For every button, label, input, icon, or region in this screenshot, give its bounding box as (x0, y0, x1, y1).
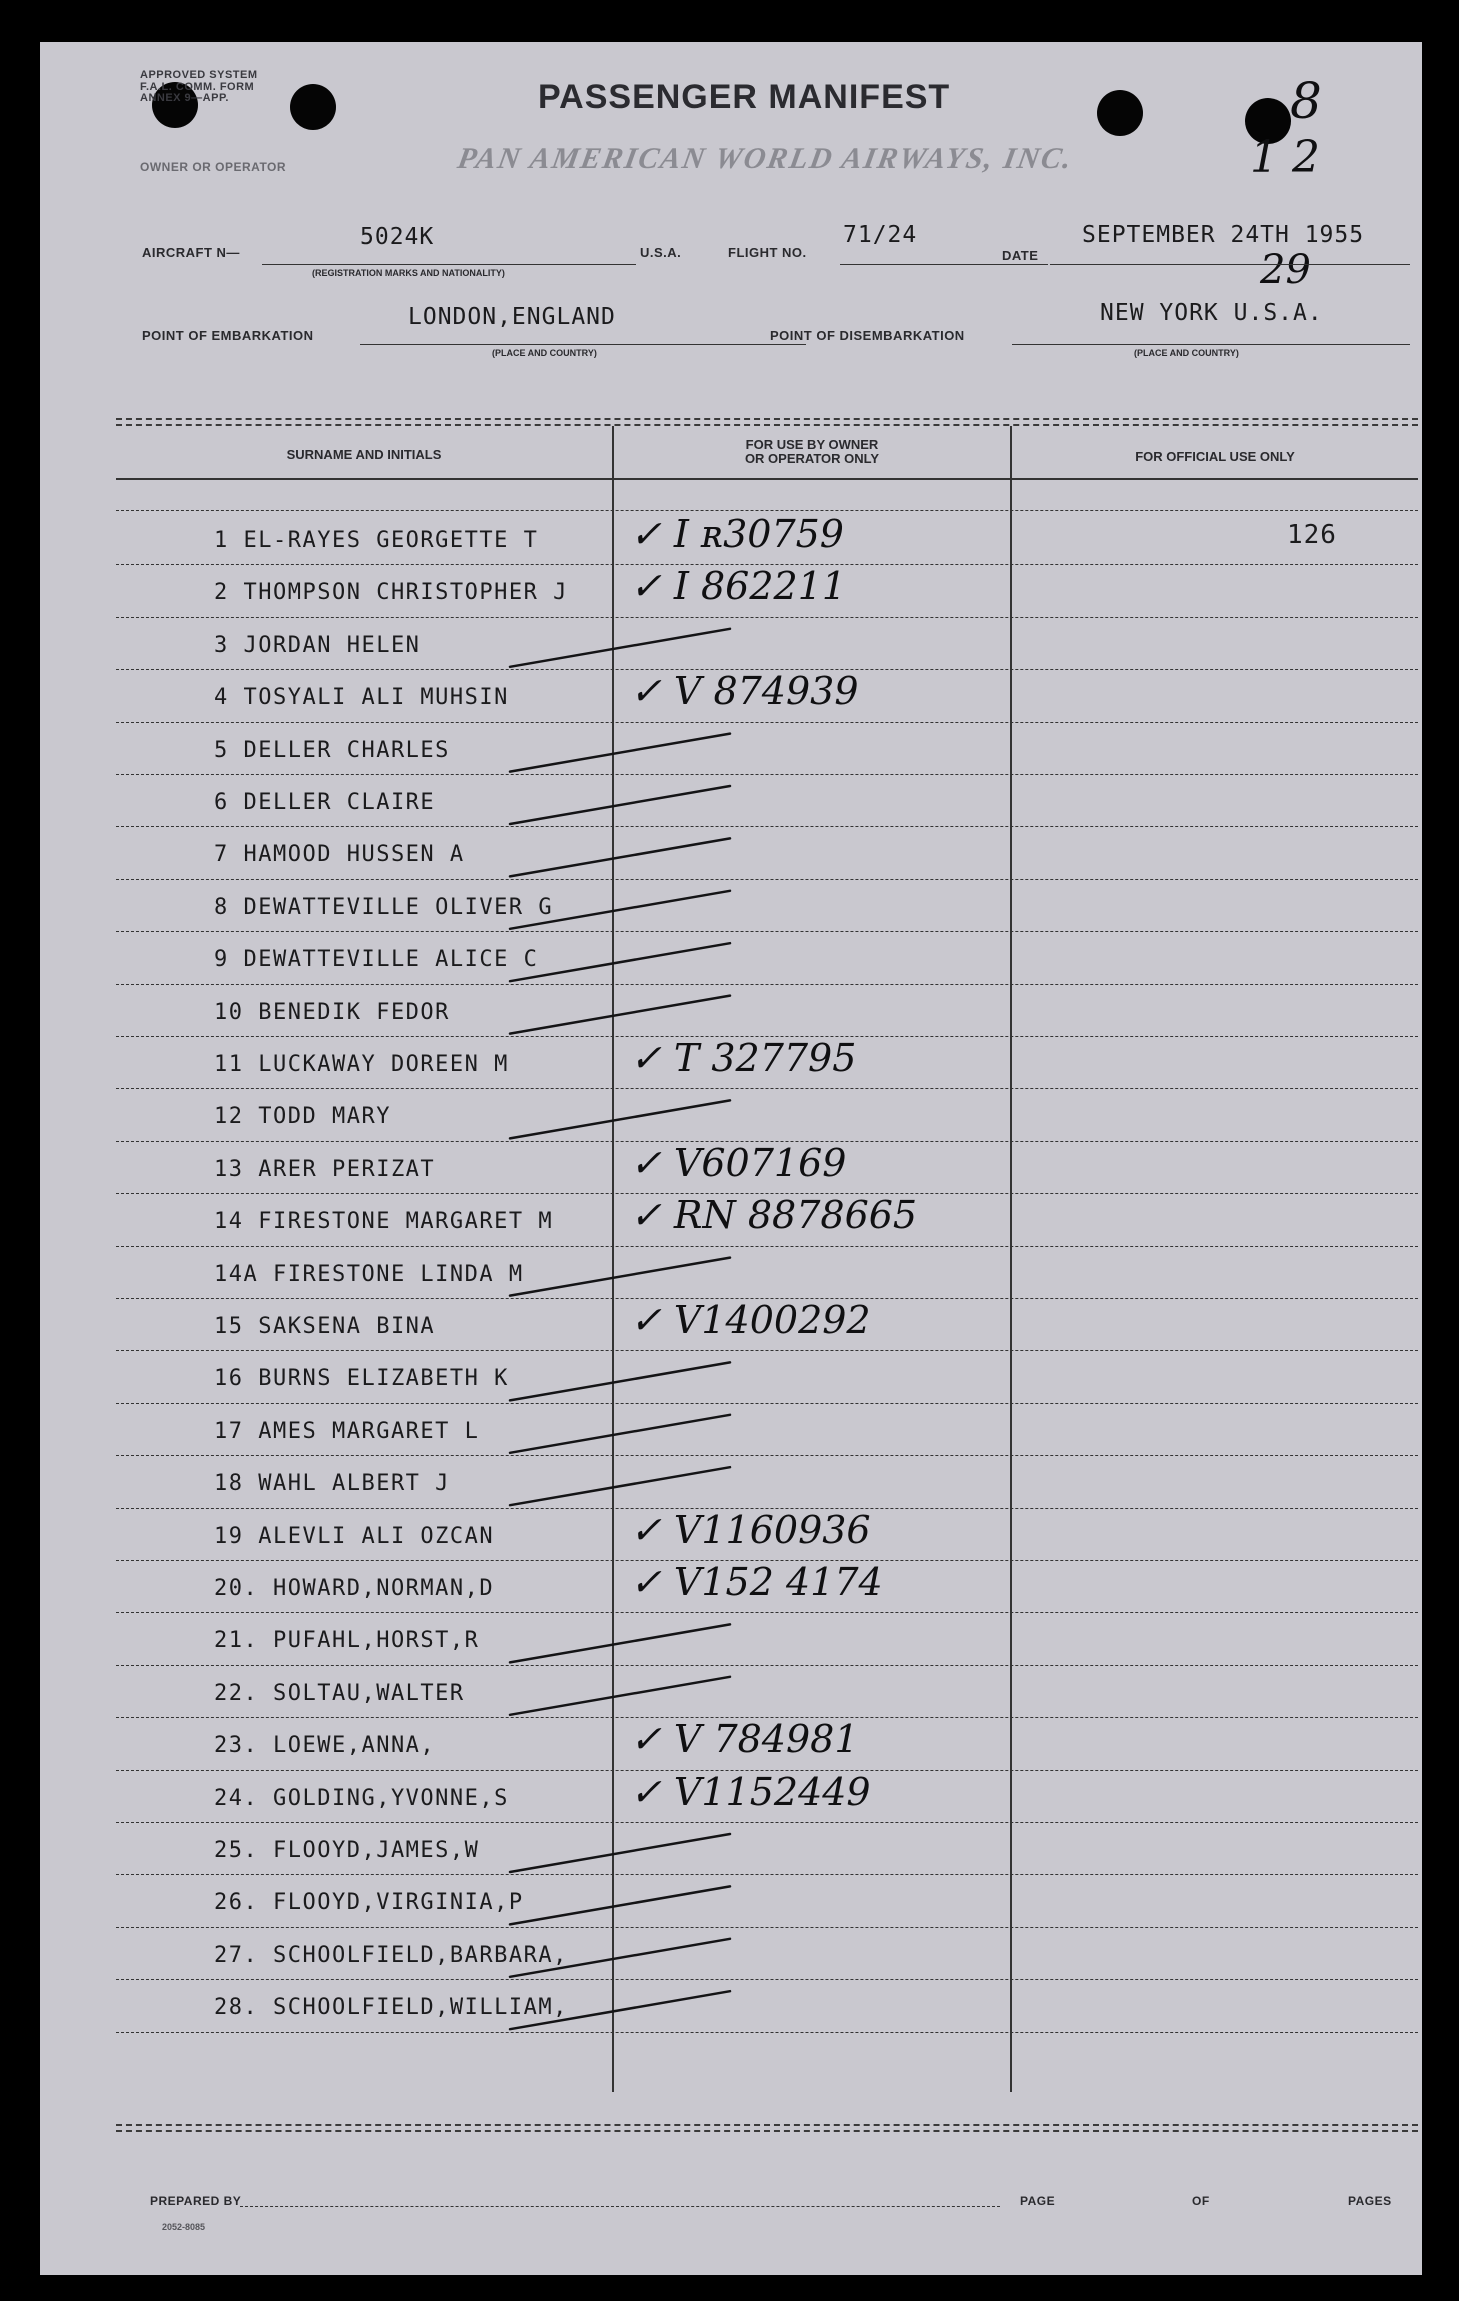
passenger-name: 24. GOLDING,YVONNE,S (214, 1785, 509, 1811)
of-label: OF (1192, 2194, 1210, 2208)
operator-visa-note: ✓ I 862211 (630, 564, 847, 609)
passenger-name: 3 JORDAN HELEN (214, 632, 421, 658)
page-label: PAGE (1020, 2194, 1056, 2208)
strike-mark (510, 1886, 730, 1924)
strike-mark (510, 1834, 730, 1872)
col-header-surname: SURNAME AND INITIALS (286, 447, 442, 462)
passenger-name: 26. FLOOYD,VIRGINIA,P (214, 1890, 524, 1916)
passenger-name: 20. HOWARD,NORMAN,D (214, 1576, 495, 1601)
handwritten-strikes (40, 42, 1422, 2275)
operator-visa-note: ✓ V1160936 (630, 1507, 871, 1552)
embarkation-label: POINT OF EMBARKATION (142, 328, 314, 343)
strike-mark (510, 786, 730, 824)
owner-label: OWNER OR OPERATOR (140, 160, 287, 174)
passenger-name: 16 BURNS ELIZABETH K (214, 1366, 509, 1392)
passenger-name: 11 LUCKAWAY DOREEN M (214, 1052, 509, 1077)
passenger-name: 14A FIRESTONE LINDA M (214, 1261, 524, 1287)
strike-mark (510, 629, 730, 667)
manifest-sheet (40, 42, 1422, 2275)
operator-visa-note: ✓ V1400292 (630, 1298, 871, 1342)
strike-mark (510, 1258, 730, 1296)
embarkation-value: LONDON,ENGLAND (408, 304, 616, 330)
passenger-name: 1 EL-RAYES GEORGETTE T (214, 528, 539, 553)
strike-mark (510, 996, 730, 1034)
official-entry: 126 (1287, 520, 1337, 550)
passenger-name: 18 WAHL ALBERT J (214, 1471, 450, 1497)
passenger-name: 6 DELLER CLAIRE (214, 790, 436, 815)
flight-label: FLIGHT NO. (728, 245, 807, 260)
pages-label: PAGES (1348, 2194, 1392, 2208)
passenger-name: 15 SAKSENA BINA (214, 1314, 436, 1339)
passenger-name: 23. LOEWE,ANNA, (214, 1733, 436, 1759)
usa-label: U.S.A. (640, 245, 682, 260)
strike-mark (510, 838, 730, 876)
passenger-name: 9 DEWATTEVILLE ALICE C (214, 947, 539, 973)
passenger-name: 22. SOLTAU,WALTER (214, 1680, 465, 1706)
strike-mark (510, 1677, 730, 1715)
strike-mark (510, 1624, 730, 1662)
disembarkation-value: NEW YORK U.S.A. (1100, 300, 1323, 326)
operator-visa-note: ✓ I ʀ30759 (630, 512, 844, 556)
col-header-official: FOR OFFICIAL USE ONLY (1135, 449, 1295, 464)
passenger-name: 14 FIRESTONE MARGARET M (214, 1209, 554, 1235)
strike-mark (510, 1415, 730, 1453)
flight-value: 71/24 (843, 222, 918, 248)
date-value: SEPTEMBER 24TH 1955 (1082, 222, 1365, 248)
disembarkation-label: POINT OF DISEMBARKATION (770, 328, 965, 343)
page-title: PASSENGER MANIFEST (538, 78, 951, 116)
operator-visa-note: ✓ V 874939 (630, 669, 859, 714)
strike-mark (510, 1362, 730, 1400)
strike-mark (510, 1991, 730, 2029)
strike-mark (510, 734, 730, 772)
strike-mark (510, 1467, 730, 1505)
embarkation-sublabel: (PLACE AND COUNTRY) (492, 348, 597, 358)
strike-mark (510, 1100, 730, 1138)
passenger-name: 12 TODD MARY (214, 1104, 391, 1130)
passenger-name: 25. FLOOYD,JAMES,W (214, 1838, 480, 1863)
passenger-name: 21. PUFAHL,HORST,R (214, 1628, 480, 1654)
approval-note: APPROVED SYSTEM F.A.L. COMM. FORM ANNEX 9—APP. (140, 69, 258, 105)
handwritten-page-mark: 1 2 (1250, 132, 1320, 183)
passenger-name: 2 THOMPSON CHRISTOPHER J (214, 580, 568, 606)
operator-visa-note: ✓ V152 4174 (630, 1560, 883, 1604)
aircraft-value: 5024K (360, 224, 435, 250)
handwritten-page-mark: 8 (1290, 72, 1322, 130)
passenger-name: 7 HAMOOD HUSSEN A (214, 842, 465, 868)
prepared-by-label: PREPARED BY (150, 2194, 242, 2208)
disembarkation-sublabel: (PLACE AND COUNTRY) (1134, 348, 1239, 358)
date-label: DATE (1002, 248, 1039, 263)
passenger-name: 27. SCHOOLFIELD,BARBARA, (214, 1942, 568, 1968)
passenger-name: 13 ARER PERIZAT (214, 1156, 436, 1182)
passenger-name: 8 DEWATTEVILLE OLIVER G (214, 894, 554, 920)
strike-mark (510, 943, 730, 981)
aircraft-label: AIRCRAFT N— (142, 245, 240, 260)
col-header-owner: OR OPERATOR ONLY (744, 451, 880, 466)
operator-visa-note: ✓ V607169 (630, 1140, 847, 1185)
passenger-name: 5 DELLER CHARLES (214, 737, 450, 763)
passenger-name: 10 BENEDIK FEDOR (214, 999, 450, 1025)
operator-name: PAN AMERICAN WORLD AIRWAYS, INC. (455, 142, 1076, 175)
strike-mark (510, 1939, 730, 1977)
handwritten-page-mark: 29 (1260, 247, 1311, 293)
operator-visa-note: ✓ V 784981 (630, 1717, 859, 1762)
passenger-name: 17 AMES MARGARET L (214, 1418, 480, 1444)
passenger-name: 28. SCHOOLFIELD,WILLIAM, (214, 1995, 568, 2021)
strike-mark (510, 891, 730, 929)
operator-visa-note: ✓ T 327795 (630, 1036, 857, 1080)
aircraft-sublabel: (REGISTRATION MARKS AND NATIONALITY) (312, 268, 505, 278)
form-number: 2052-8085 (162, 2222, 206, 2232)
passenger-name: 4 TOSYALI ALI MUHSIN (214, 685, 509, 711)
col-header-owner: FOR USE BY OWNER (745, 437, 879, 452)
operator-visa-note: ✓ V1152449 (630, 1769, 871, 1814)
passenger-name: 19 ALEVLI ALI OZCAN (214, 1523, 495, 1549)
operator-visa-note: ✓ RN 8878665 (630, 1193, 918, 1238)
